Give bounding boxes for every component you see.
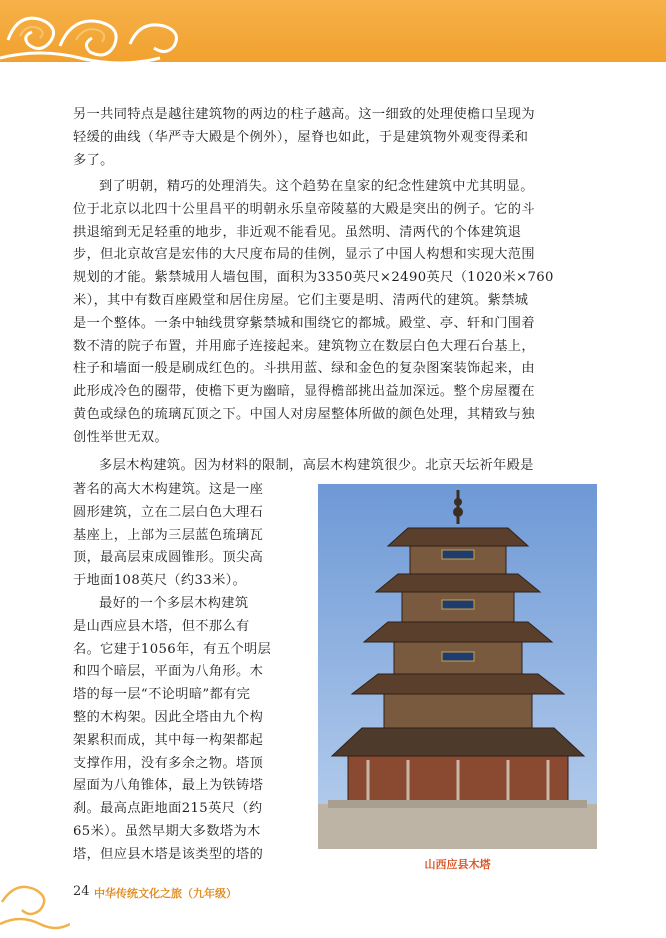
text-line: 多了。: [73, 152, 114, 168]
text-line: 顶，最高层束成圆锥形。顶尖高: [73, 550, 264, 566]
text-line: 多层木构建筑。因为材料的限制，高层木构建筑很少。北京天坛祈年殿是: [99, 458, 534, 473]
text-line: 拱退缩到无足轻重的地步，非近观不能看见。虽然明、清两代的个体建筑退: [73, 224, 522, 240]
text-line: 另一共同特点是越往建筑物的两边的柱子越高。这一细致的处理使檐口呈现为: [73, 107, 535, 122]
text-line: 数不清的院子布置，并用廊子连接起来。建筑物立在数层白色大理石台基上，: [73, 338, 535, 354]
page-number: 24: [73, 884, 90, 899]
text-line: 刹。最高点距地面215英尺（约: [73, 801, 263, 817]
text-line: 柱子和墙面一般是刷成红色的。斗拱用蓝、绿和金色的复杂图案装饰起来，由: [73, 361, 535, 377]
text-line: 65米）。虽然早期大多数塔为木: [73, 823, 261, 839]
paragraph-2: [73, 176, 554, 450]
text-line: 名。它建于1056年，有五个明层: [73, 641, 272, 657]
text-line: 屋面为八角锥体，最上为铁铸塔: [73, 778, 264, 794]
text-line: 最好的一个多层木构建筑: [99, 595, 249, 611]
book-title: 中华传统文化之旅（九年级）: [94, 887, 237, 900]
text-line: 是山西应县木塔，但不那么有: [73, 618, 250, 634]
text-line: 支撑作用，没有多余之物。塔顶: [73, 755, 264, 771]
text-line: 黄色或绿色的琉璃瓦顶之下。中国人对房屋整体所做的颜色处理，其精致与独: [73, 406, 535, 422]
text-line: 架累积而成，其中每一构架都起: [73, 732, 264, 748]
text-line: 规划的才能。紫禁城用人墙包围，面积为3350英尺×2490英尺（1020米×760: [73, 270, 554, 286]
text-line: 米），其中有数百座殿堂和居住房屋。它们主要是明、清两代的建筑。紫禁城: [73, 292, 529, 308]
text-line: 整的木构架。因此全塔由九个构: [73, 709, 264, 725]
text-line: 此形成冷色的圈带，使檐下更为幽暗，显得檐部挑出益加深远。整个房屋覆在: [73, 384, 535, 400]
text-line: 位于北京以北四十公里昌平的明朝永乐皇帝陵墓的大殿是突出的例子。它的斗: [73, 201, 535, 217]
text-line: 圆形建筑，立在二层白色大理石: [73, 504, 264, 520]
text-line: 到了明朝，精巧的处理消失。这个趋势在皇家的纪念性建筑中尤其明显。: [99, 179, 534, 194]
text-line: 塔，但应县木塔是该类型的塔的: [73, 846, 264, 862]
wrapped-text-column: [73, 479, 309, 867]
figure-caption: 山西应县木塔: [424, 858, 491, 871]
text-line: 是一个整体。一条中轴线贯穿紫禁城和围绕它的都城。殿堂、亭、轩和门围着: [73, 315, 535, 331]
header-band: [0, 0, 666, 62]
text-line: 步，但北京故宫是宏伟的大尺度布局的佳例，显示了中国人构想和实现大范围: [73, 247, 535, 263]
paragraph-3-first-line: [73, 455, 534, 478]
footer-swirl-icon: [0, 862, 70, 938]
text-line: 基座上，上部为三层蓝色琉璃瓦: [73, 527, 264, 543]
text-line: 著名的高大木构建筑。这是一座: [73, 482, 264, 497]
cloud-swirl-icon: [0, 0, 666, 62]
text-line: 和四个暗层，平面为八角形。木: [73, 664, 264, 680]
wooden-pagoda-photo: [318, 484, 597, 849]
text-line: 轻缓的曲线（华严寺大殿是个例外），屋脊也如此，于是建筑物外观变得柔和: [73, 129, 529, 145]
paragraph-1: [73, 104, 535, 172]
text-line: 于地面108英尺（约33米）。: [73, 573, 247, 589]
text-line: 塔的每一层“不论明暗”都有完: [73, 687, 251, 703]
text-line: 创性举世无双。: [73, 429, 169, 445]
